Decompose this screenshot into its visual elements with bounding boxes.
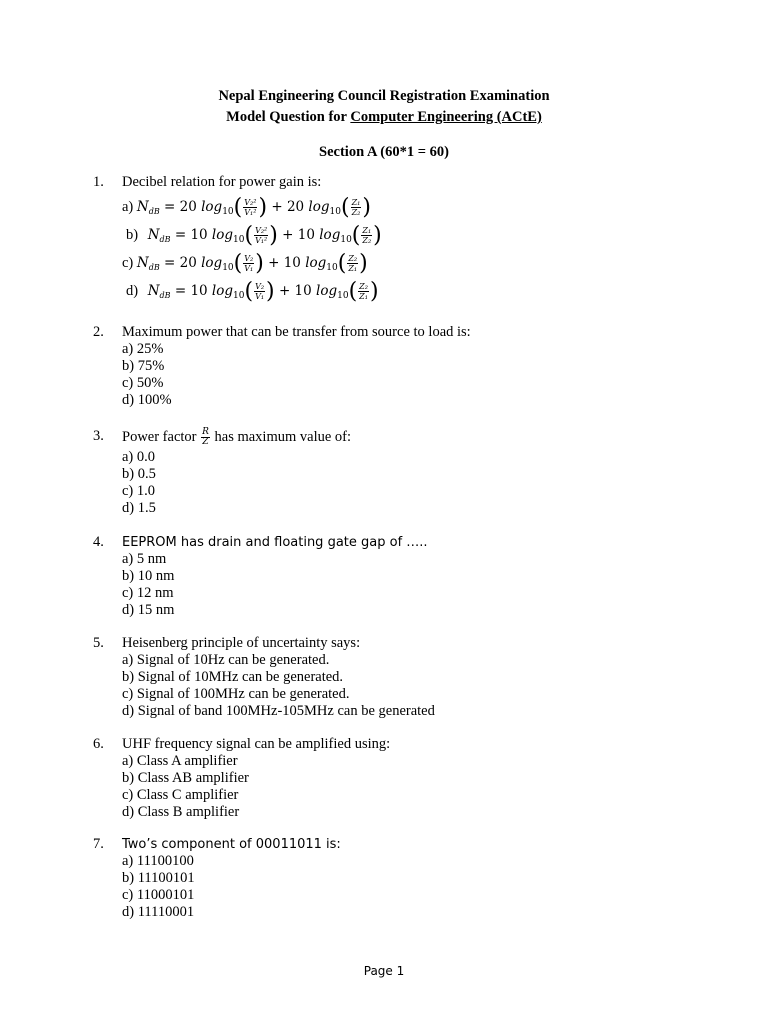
question-number: 4.: [93, 534, 104, 550]
fraction: $\frac{\text{Z₁}}{\text{Z₂}}$: [362, 226, 372, 245]
option-d: d) 1.5: [122, 500, 156, 516]
option-c: c) 12 nm: [122, 585, 174, 601]
option-b: b) Signal of 10MHz can be generated.: [122, 669, 344, 685]
option-a: a) 0.0: [122, 449, 156, 465]
question-number: 1.: [93, 174, 104, 190]
question-number: 2.: [93, 324, 104, 340]
formula-option-a: [122, 195, 371, 220]
option-d: d) 15 nm: [122, 602, 175, 618]
subtitle-prefix: Model Question for: [226, 109, 351, 125]
fraction: $\frac{\text{Z₂}}{\text{Z₁}}$: [348, 254, 358, 273]
option-c: c) Class C amplifier: [122, 787, 239, 803]
option-b: b) 11100101: [122, 870, 195, 886]
option-d: d) Signal of band 100MHz-105MHz can be generated: [122, 703, 435, 719]
question-number: 5.: [93, 635, 104, 651]
option-b: b) Class AB amplifier: [122, 770, 249, 786]
option-label: a): [122, 199, 137, 215]
gain-formula: $N_{dB} = 10$ $\log_{10}$( $\frac{\text{V₂}}{\text{V₁}}$ ) + 10 $\log_{10}$( $\frac{\text{Z₂}}{\text{Z₁}}$ ): [147, 279, 379, 304]
option-a: a) 11100100: [122, 853, 194, 869]
option-c: c) 11000101: [122, 887, 195, 903]
option-b: b) 10 nm: [122, 568, 175, 584]
question-number: 3.: [93, 428, 104, 444]
page-number: Page 1: [363, 964, 405, 978]
fraction: $\frac{\text{Z₂}}{\text{Z₁}}$: [359, 282, 368, 301]
section-heading: Section A (60*1 = 60): [319, 144, 449, 160]
option-a: a) 5 nm: [122, 551, 167, 567]
gain-formula: $N_{dB} = 20$ $\log_{10}$( $\frac{\text{V₂²}}{\text{V₁²}}$ ) + 20 $\log_{10}$( $\frac{\text{Z₁}}{\text{Z₂}}$ ): [136, 195, 371, 220]
option-a: a) 25%: [122, 341, 164, 357]
text-before: Power factor: [122, 428, 201, 445]
question-text: Heisenberg principle of uncertainty says:: [122, 635, 361, 651]
question-text: EEPROM has drain and floating gate gap of …..: [122, 535, 428, 550]
option-a: a) Signal of 10Hz can be generated.: [122, 652, 330, 668]
formula-option-c: [122, 251, 368, 276]
question-number: 7.: [93, 836, 104, 852]
option-label: d): [126, 283, 142, 299]
fraction: $\frac{\text{V₂}}{\text{V₁}}$: [244, 254, 254, 273]
question-text: Two’s component of 00011011 is:: [122, 837, 341, 852]
option-b: b) 0.5: [122, 466, 156, 482]
option-d: d) 11110001: [122, 904, 195, 920]
exam-title: Nepal Engineering Council Registration Examination: [218, 88, 550, 104]
gain-formula: $N_{dB} = 10$ $\log_{10}$( $\frac{\text{V₂²}}{\text{V₁²}}$ ) + 10 $\log_{10}$( $\frac{\text{Z₁}}{\text{Z₂}}$ ): [147, 223, 382, 248]
option-c: c) 50%: [122, 375, 164, 391]
question-text: Maximum power that can be transfer from source to load is:: [122, 324, 471, 340]
option-c: c) 1.0: [122, 483, 156, 499]
option-label: c): [122, 255, 137, 271]
frac-den: Z: [202, 437, 209, 447]
question-text: Decibel relation for power gain is:: [122, 174, 322, 190]
option-d: d) Class B amplifier: [122, 804, 240, 820]
text-after: has maximum value of:: [210, 428, 352, 445]
question-text: [122, 428, 351, 447]
option-a: a) Class A amplifier: [122, 753, 238, 769]
question-text: UHF frequency signal can be amplified using:: [122, 736, 391, 752]
gain-formula: $N_{dB} = 20$ $\log_{10}$( $\frac{\text{V₂}}{\text{V₁}}$ ) + 10 $\log_{10}$( $\frac{\text{Z₂}}{\text{Z₁}}$ ): [136, 251, 368, 276]
formula-option-b: [126, 223, 382, 248]
option-label: b): [126, 227, 142, 243]
option-b: b) 75%: [122, 358, 165, 374]
fraction: $\frac{\text{V₂}}{\text{V₁}}$: [255, 282, 265, 301]
r-over-z-fraction: [201, 428, 210, 447]
frac-num: R: [202, 427, 209, 437]
option-d: d) 100%: [122, 392, 172, 408]
option-c: c) Signal of 100MHz can be generated.: [122, 686, 350, 702]
fraction: $\frac{\text{V₂²}}{\text{V₁²}}$: [244, 198, 257, 217]
question-number: 6.: [93, 736, 104, 752]
fraction: $\frac{\text{Z₁}}{\text{Z₂}}$: [351, 198, 361, 217]
formula-option-d: [126, 279, 379, 304]
fraction: $\frac{\text{V₂²}}{\text{V₁²}}$: [255, 226, 268, 245]
subtitle-subject: Computer Engineering (ACtE): [350, 109, 542, 125]
exam-subtitle: [0, 109, 768, 126]
